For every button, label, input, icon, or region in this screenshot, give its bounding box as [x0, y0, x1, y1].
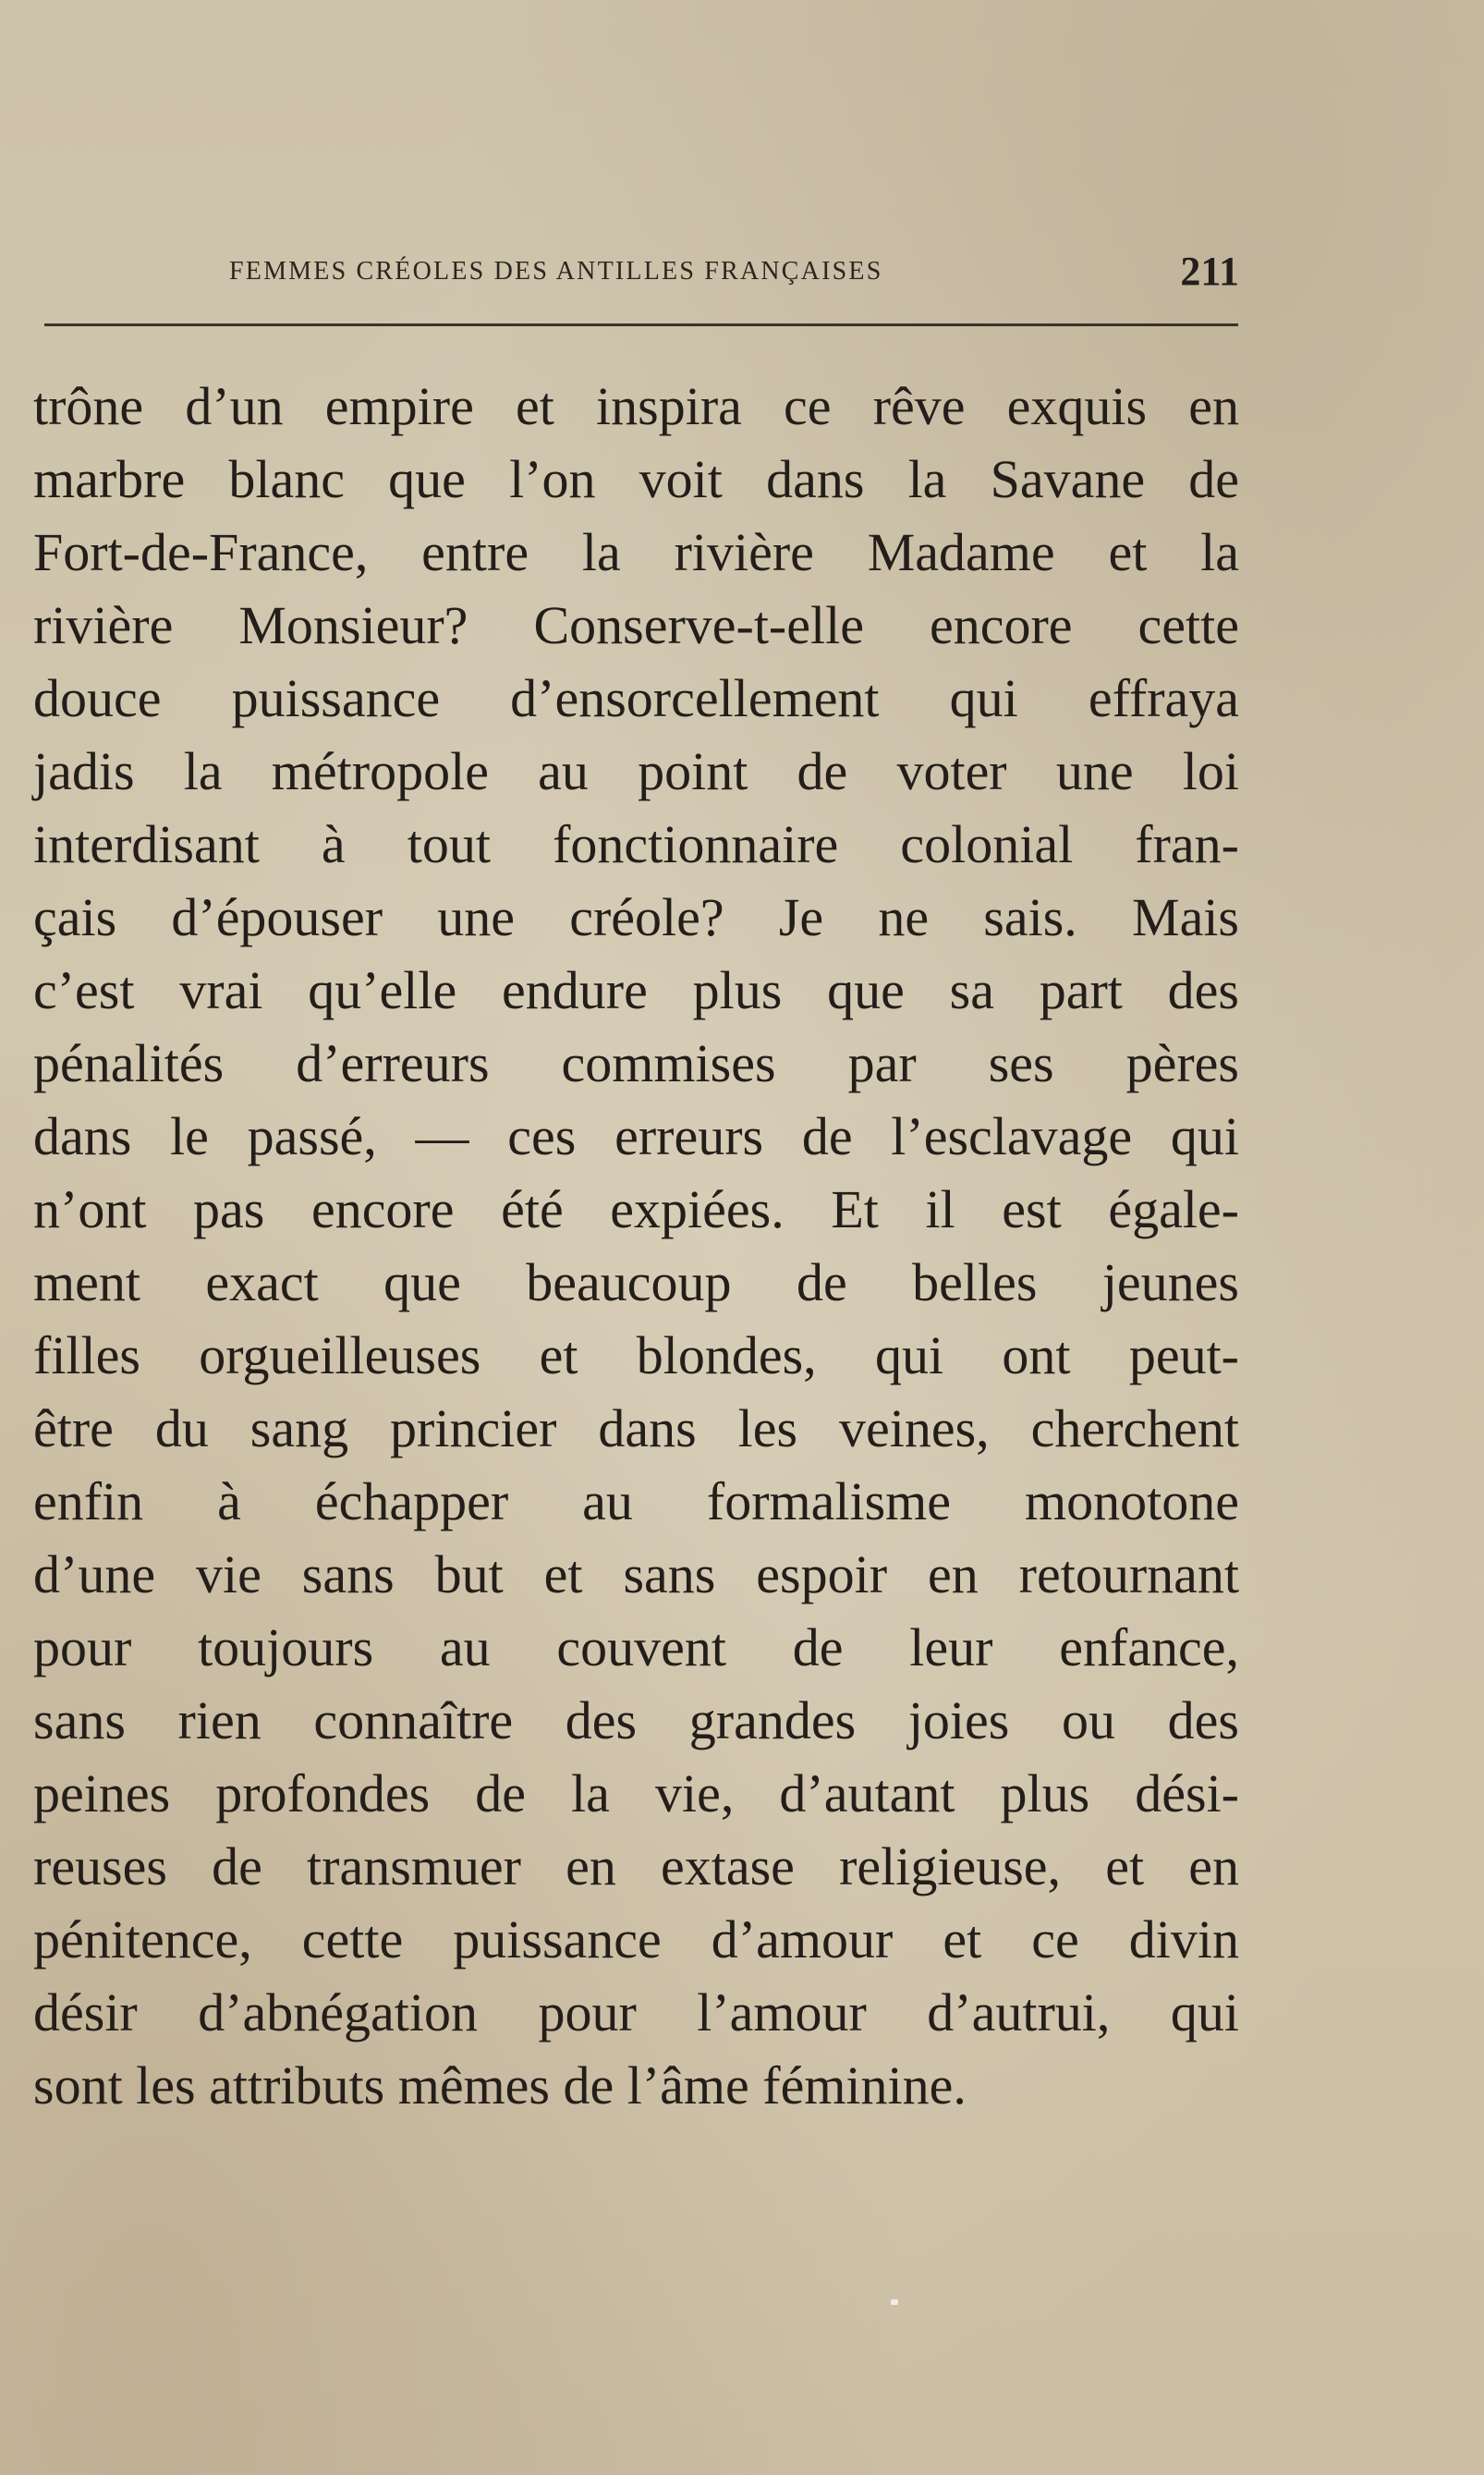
text-line: çais d’épouser une créole? Je ne sais. Mais [33, 887, 1239, 947]
text-line: jadis la métropole au point de voter une loi [33, 741, 1239, 801]
text-line: être du sang princier dans les veines, cherchent [33, 1398, 1239, 1458]
text-line: Fort-de-France, entre la rivière Madame et la [33, 522, 1239, 582]
header-rule [44, 323, 1238, 326]
paper-speck [891, 2299, 898, 2305]
text-line: interdisant à tout fonctionnaire colonial fran- [33, 814, 1239, 874]
text-line: sont les attributs mêmes de l’âme féminine. [33, 2055, 967, 2115]
text-line: désir d’abnégation pour l’amour d’autrui, qui [33, 1982, 1239, 2042]
running-title: FEMMES CRÉOLES DES ANTILLES FRANÇAISES [229, 257, 883, 286]
text-line: ment exact que beaucoup de belles jeunes [33, 1252, 1239, 1312]
text-line: pénitence, cette puissance d’amour et ce divin [33, 1909, 1239, 1969]
page-number: 211 [1180, 249, 1239, 294]
text-line: trône d’un empire et inspira ce rêve exquis en [33, 376, 1239, 436]
text-line: peines profondes de la vie, d’autant plus dési- [33, 1763, 1239, 1823]
text-line: reuses de transmuer en extase religieuse, et en [33, 1836, 1239, 1896]
text-line: c’est vrai qu’elle endure plus que sa part des [33, 960, 1239, 1020]
text-line: pénalités d’erreurs commises par ses pères [33, 1033, 1239, 1093]
text-line: d’une vie sans but et sans espoir en retournant [33, 1544, 1239, 1604]
running-head [33, 248, 1239, 303]
text-line: marbre blanc que l’on voit dans la Savane de [33, 449, 1239, 509]
body-text [33, 370, 1239, 2122]
text-line: enfin à échapper au formalisme monotone [33, 1471, 1239, 1531]
text-line: pour toujours au couvent de leur enfance, [33, 1617, 1239, 1677]
text-line: sans rien connaître des grandes joies ou des [33, 1690, 1239, 1750]
text-line: n’ont pas encore été expiées. Et il est égale- [33, 1179, 1239, 1239]
text-line: filles orgueilleuses et blondes, qui ont peut- [33, 1325, 1239, 1385]
text-line: douce puissance d’ensorcellement qui effraya [33, 668, 1239, 728]
text-line: rivière Monsieur? Conserve-t-elle encore cette [33, 595, 1239, 655]
text-line: dans le passé, — ces erreurs de l’esclavage qui [33, 1106, 1239, 1166]
